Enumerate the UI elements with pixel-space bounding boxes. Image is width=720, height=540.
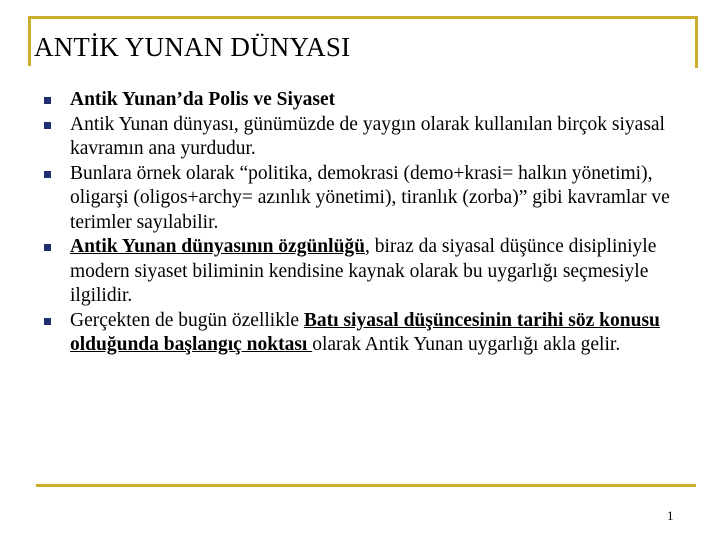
bullet-text: olarak Antik Yunan uygarlığı akla gelir. bbox=[312, 334, 621, 355]
bullet-item bbox=[44, 162, 684, 236]
bullet-item bbox=[44, 309, 684, 358]
bullet-emphasis: Antik Yunan dünyasının özgünlüğü bbox=[70, 236, 366, 257]
bullet-text: Antik Yunan dünyası, günümüzde de yaygın olarak kullanılan birçok siyasal kavramın ana yurdudur. bbox=[70, 113, 665, 159]
bullet-text: Bunlara örnek olarak “politika, demokrasi (demo+krasi= halkın yönetimi), oligarşi (oligos+archy= azınlık yönetimi), tiranlık (zorba)” gibi kavramlar ve terimler sayılabilir. bbox=[70, 162, 670, 233]
bullet-text: Gerçekten de bugün özellikle bbox=[70, 309, 304, 331]
square-bullet-icon bbox=[44, 122, 51, 129]
bullet-item bbox=[44, 88, 684, 113]
frame-top-rule bbox=[28, 16, 698, 19]
bullet-list bbox=[44, 88, 684, 358]
bullet-text: , biraz da siyasal düşünce disipliniyle modern siyaset biliminin kendisine kaynak olarak bu uygarlığı seçmesiyle ilgilidir. bbox=[70, 236, 657, 306]
bullet-text: Antik Yunan’da Polis ve Siyaset bbox=[70, 89, 336, 110]
bullet-item bbox=[44, 113, 684, 162]
square-bullet-icon bbox=[44, 318, 51, 325]
page-number: 1 bbox=[667, 508, 674, 523]
bullet-item bbox=[44, 235, 684, 309]
frame-bottom-rule bbox=[36, 484, 696, 487]
bullet-emphasis: Batı siyasal düşüncesinin tarihi söz konusu olduğunda başlangıç noktası bbox=[70, 309, 660, 355]
square-bullet-icon bbox=[44, 171, 51, 178]
slide-title: ANTİK YUNAN DÜNYASI bbox=[34, 32, 351, 62]
square-bullet-icon bbox=[44, 244, 51, 251]
frame-left-rule bbox=[28, 16, 31, 66]
frame-right-rule bbox=[695, 16, 698, 68]
square-bullet-icon bbox=[44, 97, 51, 104]
